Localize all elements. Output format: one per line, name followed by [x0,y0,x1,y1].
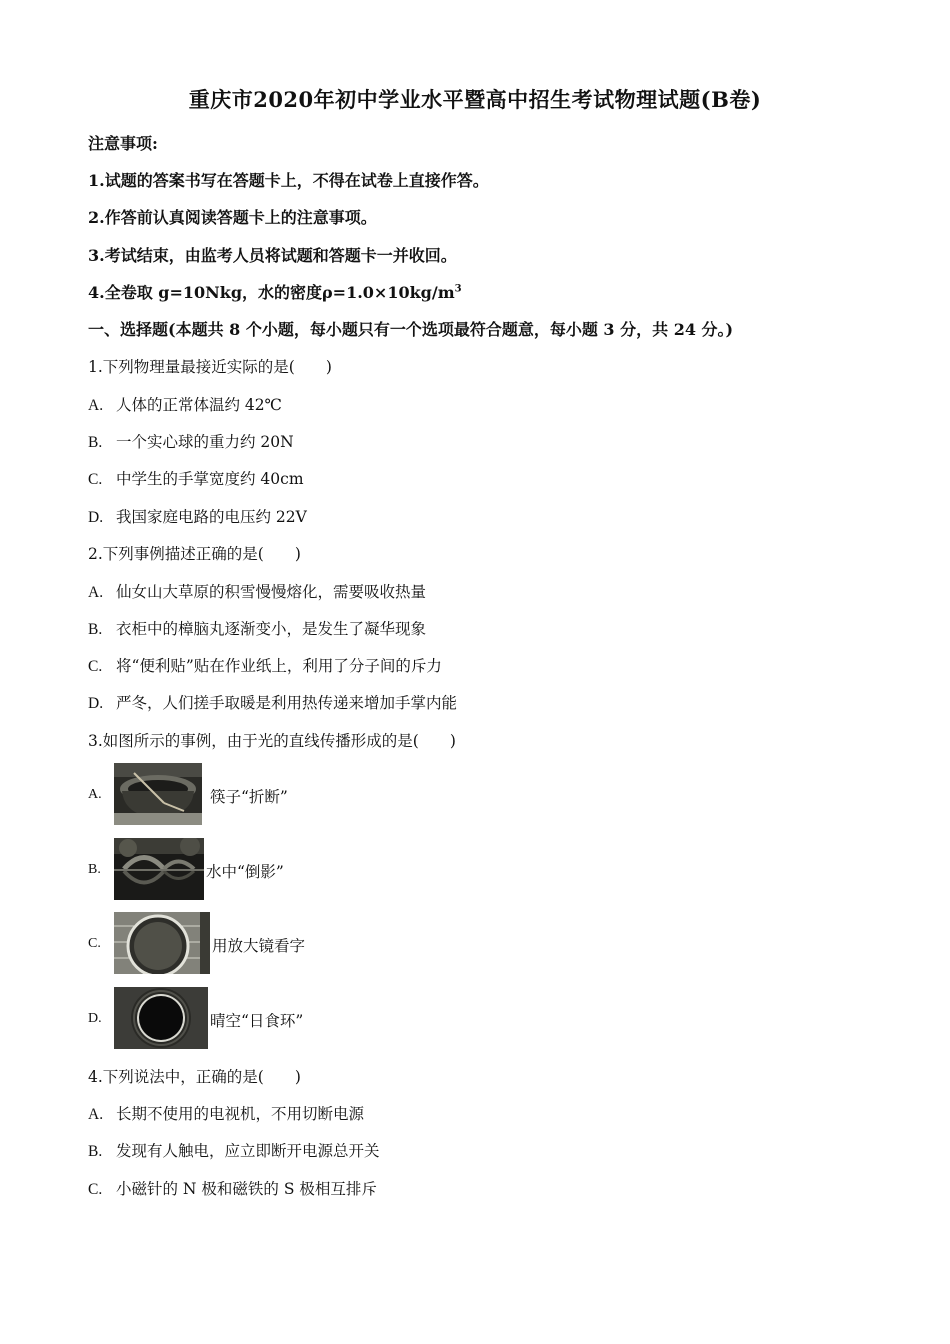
q2-option-b [88,617,426,639]
option-text: 一个实心球的重力约 20N [116,433,294,451]
q2-option-d [88,691,457,713]
option-letter: A. [88,397,104,414]
option-text: 长期不使用的电视机，不用切断电源 [116,1105,365,1123]
option-letter: C. [88,658,103,675]
question-3-stem: 3.如图所示的事例，由于光的直线传播形成的是( ) [88,732,456,750]
option-text: 中学生的手掌宽度约 40cm [116,470,304,488]
option-text: 仙女山大草原的积雪慢慢熔化，需要吸收热量 [116,583,427,601]
option-letter: C. [88,936,101,951]
notice-item-4 [88,280,462,303]
notice-item-2: 2.作答前认真阅读答题卡上的注意事项。 [88,208,377,227]
notice-item-1: 1.试题的答案书写在答题卡上，不得在试卷上直接作答。 [88,171,489,190]
q4-option-a [88,1102,364,1124]
question-1-stem: 1.下列物理量最接近实际的是( ) [88,358,332,376]
option-letter: A. [88,584,104,601]
option-caption: 筷子“折断” [210,788,288,806]
magnifier-photo-icon [114,912,210,974]
option-text: 我国家庭电路的电压约 22V [116,508,307,526]
notice-item-3: 3.考试结束，由监考人员将试题和答题卡一并收回。 [88,246,457,265]
option-letter: C. [88,471,103,488]
option-text: 小磁针的 N 极和磁铁的 S 极相互排斥 [116,1180,377,1198]
bridge-reflection-photo-icon [114,838,204,900]
option-letter: D. [88,509,104,526]
page-title: 重庆市2020年初中学业水平暨高中招生考试物理试题(B卷) [188,87,762,112]
option-text: 将“便利贴”贴在作业纸上，利用了分子间的斥力 [116,657,442,675]
q4-option-b [88,1139,380,1161]
q3-option-a [88,763,488,827]
option-letter: B. [88,434,103,451]
option-caption: 晴空“日食环” [210,1012,304,1030]
q1-option-a [88,393,282,415]
option-letter: B. [88,621,103,638]
option-caption: 用放大镜看字 [212,937,306,955]
q2-option-c [88,654,442,676]
q1-option-b [88,430,294,452]
section-heading: 一、选择题(本题共 8 个小题，每小题只有一个选项最符合题意，每小题 3 分，共 24 分。) [88,320,734,339]
option-letter: A. [88,1106,104,1123]
notice-heading: 注意事项: [88,134,158,153]
chopsticks-in-cup-photo-icon [114,763,202,825]
option-letter: B. [88,1143,103,1160]
question-4-stem: 4.下列说法中，正确的是( ) [88,1068,301,1086]
option-text: 人体的正常体温约 42℃ [116,396,282,414]
notice-item-4-text: 4.全卷取 g=10Nkg，水的密度ρ=1.0×10kg/m [88,283,455,302]
solar-eclipse-photo-icon [114,987,208,1049]
q2-option-a [88,580,426,602]
option-text: 衣柜中的樟脑丸逐渐变小，是发生了凝华现象 [116,620,427,638]
option-letter: C. [88,1181,103,1198]
q3-option-c [88,912,488,976]
option-letter: D. [88,1011,102,1026]
question-2-stem: 2.下列事例描述正确的是( ) [88,545,301,563]
option-letter: B. [88,862,101,877]
q1-option-c [88,467,304,489]
option-letter: A. [88,787,102,802]
q3-option-d [88,987,488,1051]
q1-option-d [88,505,307,527]
notice-item-4-sup: 3 [454,283,462,295]
q3-option-b [88,838,488,902]
option-text: 发现有人触电，应立即断开电源总开关 [116,1142,380,1160]
option-text: 严冬，人们搓手取暖是利用热传递来增加手掌内能 [116,694,458,712]
option-caption: 水中“倒影” [206,863,284,881]
q4-option-c [88,1177,377,1199]
option-letter: D. [88,695,104,712]
